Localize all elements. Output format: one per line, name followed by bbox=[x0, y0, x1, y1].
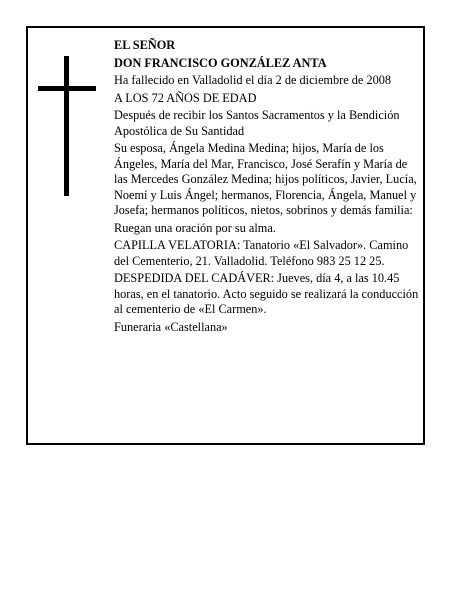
cross-horizontal-bar bbox=[38, 86, 96, 91]
cross-vertical-bar bbox=[64, 56, 69, 196]
prayer-request: Ruegan una oración por su alma. bbox=[114, 220, 276, 235]
chapel-info: CAPILLA VELATORIA: Tanatorio «El Salvador». Camino del Cementerio, 21. Valladolid. Teléfono 983 25 12 25. bbox=[114, 238, 409, 268]
death-announcement: Ha fallecido en Valladolid el día 2 de diciembre de 2008 bbox=[114, 73, 392, 87]
farewell-info: DESPEDIDA DEL CADÁVER: Jueves, día 4, a las 10.45 horas, en el tanatorio. Acto seguido se realizará la conducción al cementerio de «El Carmen». bbox=[114, 271, 419, 316]
obituary-text bbox=[114, 38, 422, 337]
deceased-name: DON FRANCISCO GONZÁLEZ ANTA bbox=[114, 55, 327, 70]
funeral-home: Funeraria «Castellana» bbox=[114, 319, 228, 334]
age-line: A LOS 72 AÑOS DE EDAD bbox=[114, 90, 257, 105]
sacraments-line: Después de recibir los Santos Sacramentos y la Bendición Apostólica de Su Santidad bbox=[114, 108, 400, 138]
deceased-title: EL SEÑOR bbox=[114, 38, 176, 52]
cross-icon bbox=[38, 56, 96, 196]
family-list: Su esposa, Ángela Medina Medina; hijos, María de los Ángeles, María del Mar, Francisco, José Serafín y María de las Mercedes González Medina; hijos políticos, Javier, Lucía, Noemí y Luis Ángel; hermanos, Florencia, Ángela, Manuel y Josefa; hermanos políticos, nietos, sobrinos y demás familia: bbox=[114, 141, 417, 217]
